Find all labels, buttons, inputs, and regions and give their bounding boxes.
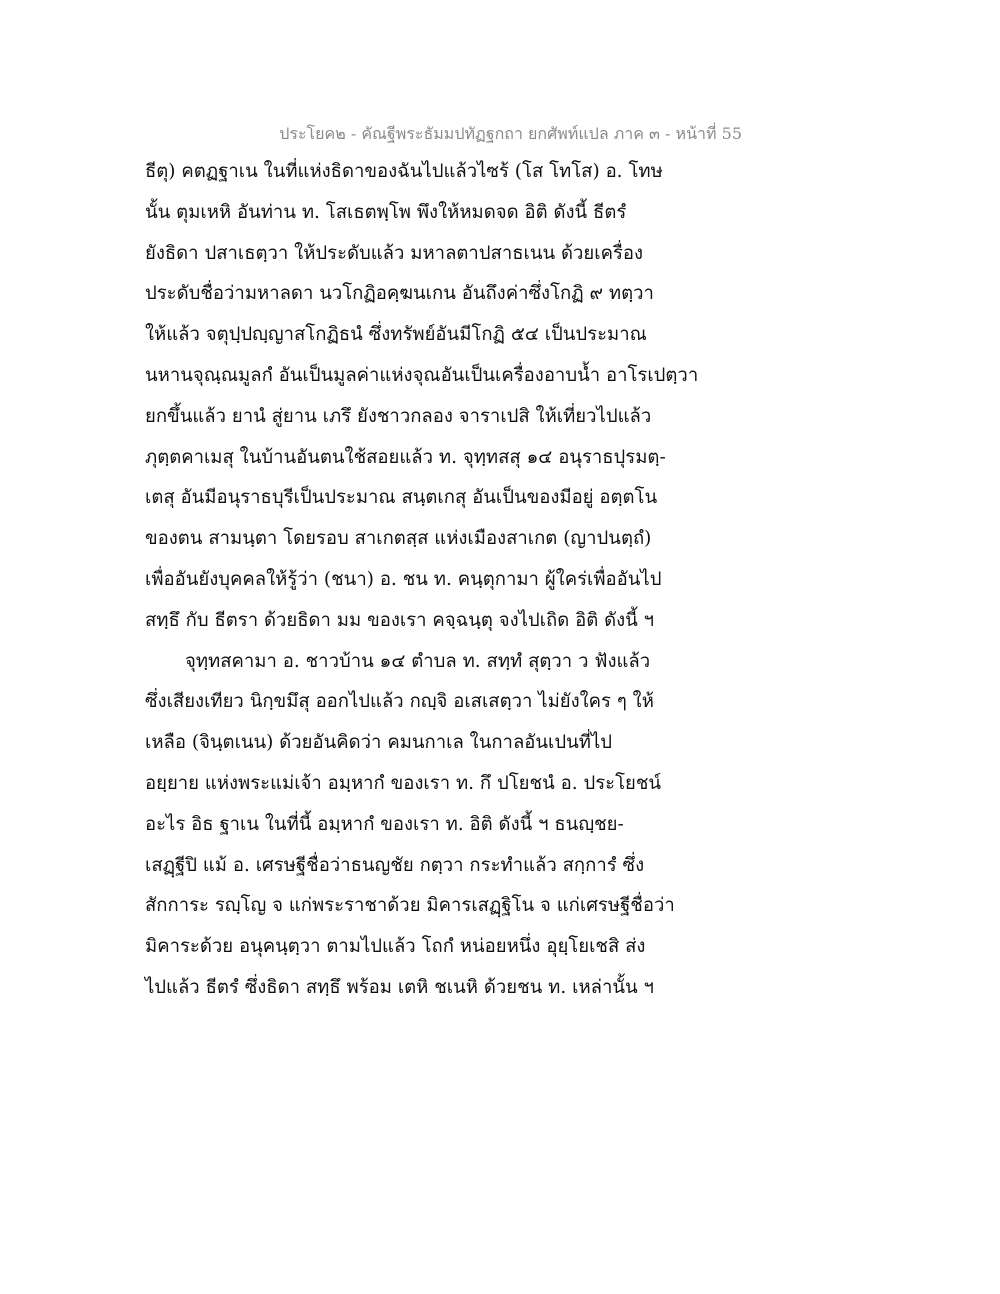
page-header: ประโยค๒ - คัณฐีพระธัมมปทัฏฐกถา ยกศัพท์แปล ภาค ๓ - หน้าที่ 55 [279, 124, 742, 143]
text-line: เสฏฺฐีปิ แม้ อ. เศรษฐีชื่อว่าธนญชัย กตฺวา กระทำแล้ว สกฺการํ ซึ่ง [145, 854, 645, 876]
text-line: มิคาระด้วย อนุคนฺตฺวา ตามไปแล้ว โถกํ หน่อยหนึ่ง อุยฺโยเชสิ ส่ง [145, 936, 646, 958]
text-line: ให้แล้ว จตุปฺปญฺญาสโกฏิธนํ ซึ่งทรัพย์อันมีโกฏิ ๕๔ เป็นประมาณ [145, 324, 647, 346]
text-line: นหานจุณฺณมูลกํ อันเป็นมูลค่าแห่งจุณอันเป็นเครื่องอาบน้ำ อาโรเปตฺวา [145, 364, 699, 386]
text-line: สทฺธึ กับ ธีตรา ด้วยธิดา มม ของเรา คจฺฉนฺตุ จงไปเถิด อิติ ดังนี้ ฯ [145, 609, 655, 631]
text-line: อะไร อิธ ฐาเน ในที่นี้ อมฺหากํ ของเรา ท. อิติ ดังนี้ ฯ ธนญฺชย- [145, 813, 624, 835]
text-line: เพื่ออันยังบุคคลให้รู้ว่า (ชนา) อ. ชน ท. คนฺตุกามา ผู้ใคร่เพื่ออันไป [145, 568, 662, 590]
text-line: ภุตฺตคาเมสุ ในบ้านอันตนใช้สอยแล้ว ท. จุทฺทสสุ ๑๔ อนุราธปุรมตฺ- [145, 446, 666, 468]
text-line: นั้น ตุมเหหิ อันท่าน ท. โสเธตพฺโพ พึงให้หมดจด อิติ ดังนี้ ธีตรํ [145, 201, 627, 223]
text-line: เตสุ อันมีอนุราธบุรีเป็นประมาณ สนฺตเกสุ อันเป็นของมีอยู่ อตฺตโน [145, 487, 658, 509]
text-line: ซึ่งเสียงเทียว นิกฺขมึสุ ออกไปแล้ว กญฺจิ อเสเสตฺวา ไม่ยังใคร ๆ ให้ [145, 691, 654, 713]
text-line: เหลือ (จินฺตเนน) ด้วยอันคิดว่า คมนกาเล ในกาลอันเปนที่ไป [145, 732, 612, 754]
text-line: ธีตุ) คตฏฐาเน ในที่แห่งธิดาของฉันไปแล้วไซร้ (โส โทโส) อ. โทษ [145, 161, 663, 182]
text-line: ของตน สามนฺตา โดยรอบ สาเกตสฺส แห่งเมืองสาเกต (ญาปนตฺถํ) [145, 528, 652, 550]
text-line: ยกขึ้นแล้ว ยานํ สู่ยาน เภรึ ยังชาวกลอง จาราเปสิ ให้เที่ยวไปแล้ว [145, 405, 652, 427]
paragraph-start-line: จุทฺทสคามา อ. ชาวบ้าน ๑๔ ตำบล ท. สทฺทํ สุตฺวา ว ฟังแล้ว [185, 650, 651, 672]
text-line: ยังธิดา ปสาเธตฺวา ให้ประดับแล้ว มหาลตาปสาธเนน ด้วยเครื่อง [145, 242, 644, 264]
body-text [145, 152, 720, 1009]
text-line: อยฺยาย แห่งพระแม่เจ้า อมฺหากํ ของเรา ท. กึ ปโยชนํ อ. ประโยชน์ [145, 772, 662, 794]
text-line: ไปแล้ว ธีตรํ ซึ่งธิดา สทฺธึ พร้อม เตหิ ชเนหิ ด้วยชน ท. เหล่านั้น ฯ [145, 976, 654, 998]
text-line: สักการะ รญฺโญ จ แก่พระราชาด้วย มิคารเสฏฺฐิโน จ แก่เศรษฐีชื่อว่า [145, 895, 675, 917]
text-line: ประดับชื่อว่ามหาลดา นวโกฏิอคฺฆนเกน อันถึงค่าซึ่งโกฏิ ๙ ทตฺวา [145, 283, 654, 305]
